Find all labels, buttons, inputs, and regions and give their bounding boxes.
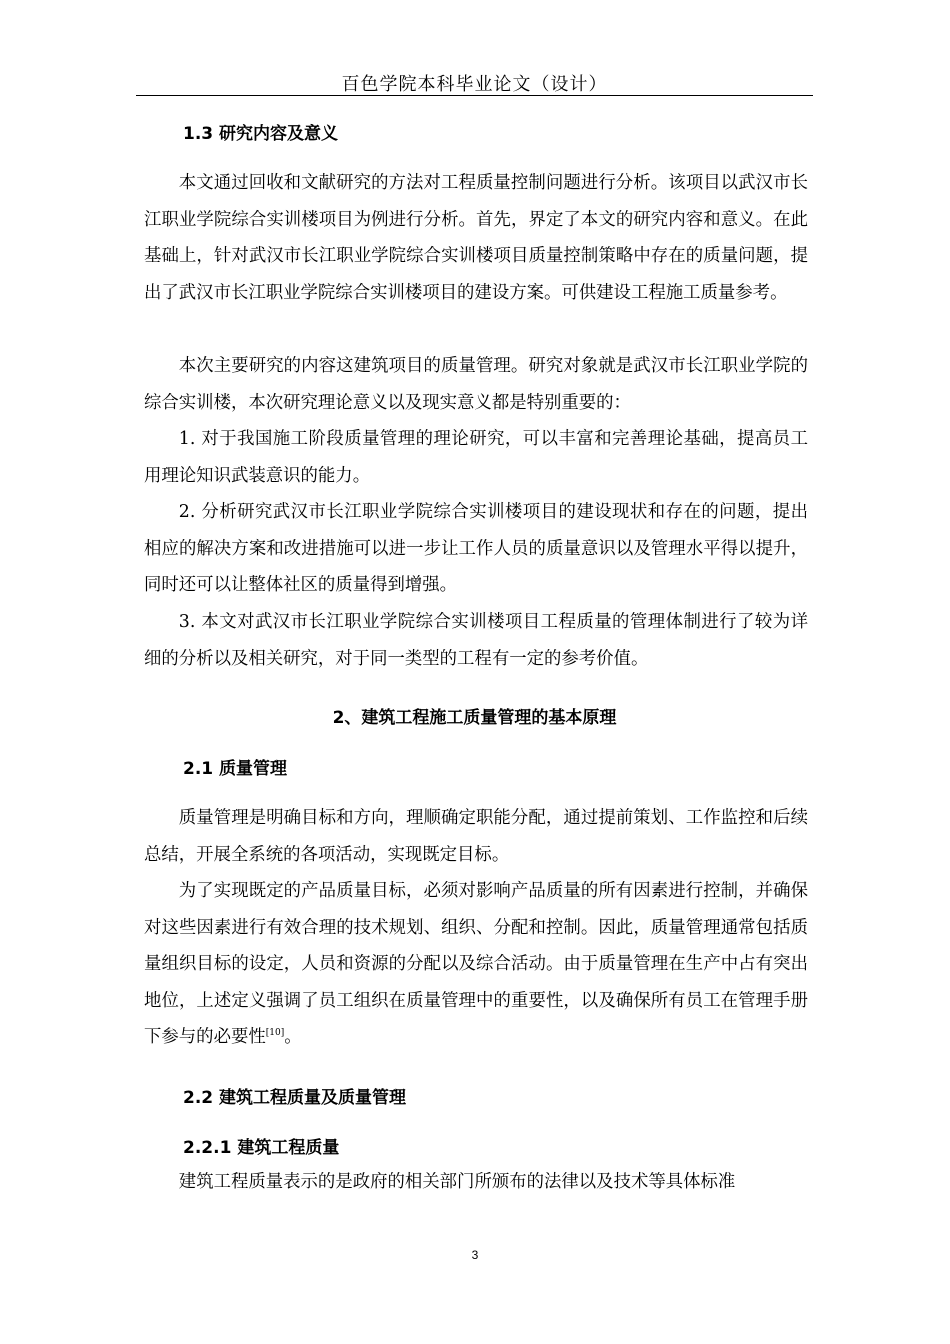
paragraph-research-object: 本次主要研究的内容这建筑项目的质量管理。研究对象就是武汉市长江职业学院的综合实训楼，本次研究理论意义以及现实意义都是特别重要的： [144,356,808,413]
paragraph-point-2: 2. 分析研究武汉市长江职业学院综合实训楼项目的建设现状和存在的问题，提出相应的解决方案和改进措施可以进一步让工作人员的质量意识以及管理水平得以提升，同时还可以让整体社区的质量得到增强。 [144,502,808,595]
paragraph-quality-goal [144,873,808,1056]
header-rule [136,95,813,96]
paragraph-point-3: 3. 本文对武汉市长江职业学院综合实训楼项目工程质量的管理体制进行了较为详细的分析以及相关研究，对于同一类型的工程有一定的参考价值。 [144,612,808,669]
paragraph-building-quality: 建筑工程质量表示的是政府的相关部门所颁布的法律以及技术等具体标准 [178,1172,736,1192]
citation-ref: [10] [265,1028,285,1039]
paragraph-point-1: 1. 对于我国施工阶段质量管理的理论研究，可以丰富和完善理论基础，提高员工用理论知识武装意识的能力。 [144,429,808,486]
section-1-3-heading: 1.3 研究内容及意义 [183,124,339,144]
paragraph-quality-goal-end: 。 [284,1027,302,1047]
chapter-2-heading: 2、建筑工程施工质量管理的基本原理 [332,708,617,728]
page-header-title: 百色学院本科毕业论文（设计） [341,74,608,95]
paragraph-quality-management: 质量管理是明确目标和方向，理顺确定职能分配，通过提前策划、工作监控和后续总结，开展全系统的各项活动，实现既定目标。 [144,808,808,865]
section-2-2-heading: 2.2 建筑工程质量及质量管理 [183,1088,407,1108]
paragraph-quality-goal-text: 为了实现既定的产品质量目标，必须对影响产品质量的所有因素进行控制，并确保对这些因素进行有效合理的技术规划、组织、分配和控制。因此，质量管理通常包括质量组织目标的设定，人员和资源的分配以及综合活动。由于质量管理在生产中占有突出地位，上述定义强调了员工组织在质量管理中的重要性，以及确保所有员工在管理手册下参与的必要性 [144,881,808,1047]
section-2-1-heading: 2.1 质量管理 [183,759,288,779]
paragraph-intro: 本文通过回收和文献研究的方法对工程质量控制问题进行分析。该项目以武汉市长江职业学院综合实训楼项目为例进行分析。首先，界定了本文的研究内容和意义。在此基础上，针对武汉市长江职业学院综合实训楼项目质量控制策略中存在的质量问题，提出了武汉市长江职业学院综合实训楼项目的建设方案。可供建设工程施工质量参考。 [144,173,808,303]
page-number: 3 [471,1248,479,1262]
section-2-2-1-heading: 2.2.1 建筑工程质量 [183,1138,340,1158]
